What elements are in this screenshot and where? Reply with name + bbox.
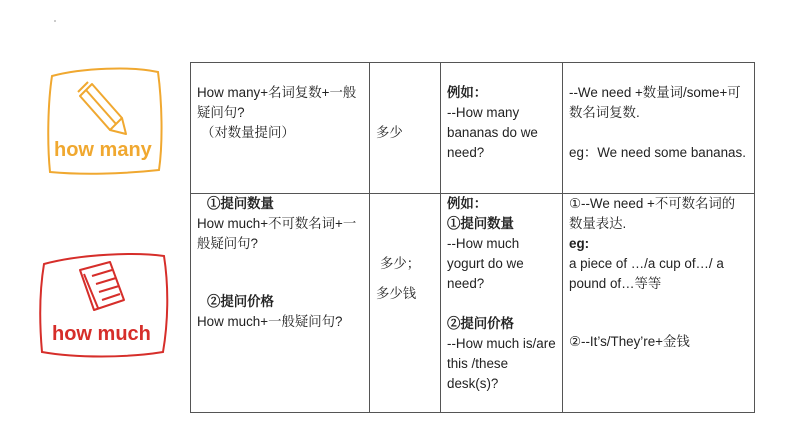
structure-cell — [191, 63, 370, 194]
answer-text-price: ②--It’s/They’re+金钱 — [569, 334, 690, 349]
how-many-label: how many — [54, 139, 152, 161]
meaning-text: 多少 — [376, 125, 403, 140]
structure-text-price: How much+一般疑问句? — [197, 314, 343, 329]
example-cell — [441, 194, 563, 413]
structure-text-quantity: How much+不可数名词+一般疑问句? — [197, 216, 357, 251]
table-row — [191, 194, 755, 413]
meaning-cell — [370, 63, 441, 194]
example-heading-price: ②提问价格 — [447, 316, 514, 331]
example-text-quantity: --How much yogurt do we need? — [447, 236, 524, 291]
answer-cell — [563, 194, 755, 413]
structure-cell — [191, 194, 370, 413]
example-text: --How many bananas do we need? — [447, 105, 538, 160]
table-row — [191, 63, 755, 194]
example-intro: 例如： — [447, 85, 488, 100]
how-much-badge — [36, 248, 172, 360]
how-much-label: how much — [52, 323, 151, 345]
answer-example: a piece of …/a cup of…/ a pound of…等等 — [569, 256, 724, 291]
example-text-price: --How much is/are this /these desk(s)? — [447, 336, 556, 391]
structure-heading-price: ②提问价格 — [207, 294, 274, 309]
meaning-cell — [370, 194, 441, 413]
example-cell — [441, 63, 563, 194]
meaning-text-quantity: 多少； — [380, 256, 421, 271]
answer-eg-label: eg: — [569, 236, 590, 251]
answer-cell — [563, 63, 755, 194]
decorative-dot — [54, 20, 56, 22]
structure-heading-quantity: ①提问数量 — [207, 196, 274, 211]
how-many-badge — [42, 62, 166, 178]
structure-text: How many+名词复数+一般疑问句? — [197, 85, 357, 120]
answer-example: eg：We need some bananas. — [569, 145, 746, 160]
meaning-text-price: 多少钱 — [376, 286, 417, 301]
structure-note: （对数量提问） — [201, 125, 295, 140]
example-intro: 例如： — [447, 196, 488, 211]
example-heading-quantity: ①提问数量 — [447, 216, 514, 231]
answer-text: --We need +数量词/some+可数名词复数. — [569, 85, 741, 120]
answer-text-quantity: ①--We need +不可数名词的数量表达. — [569, 196, 736, 231]
grammar-table — [190, 62, 755, 413]
